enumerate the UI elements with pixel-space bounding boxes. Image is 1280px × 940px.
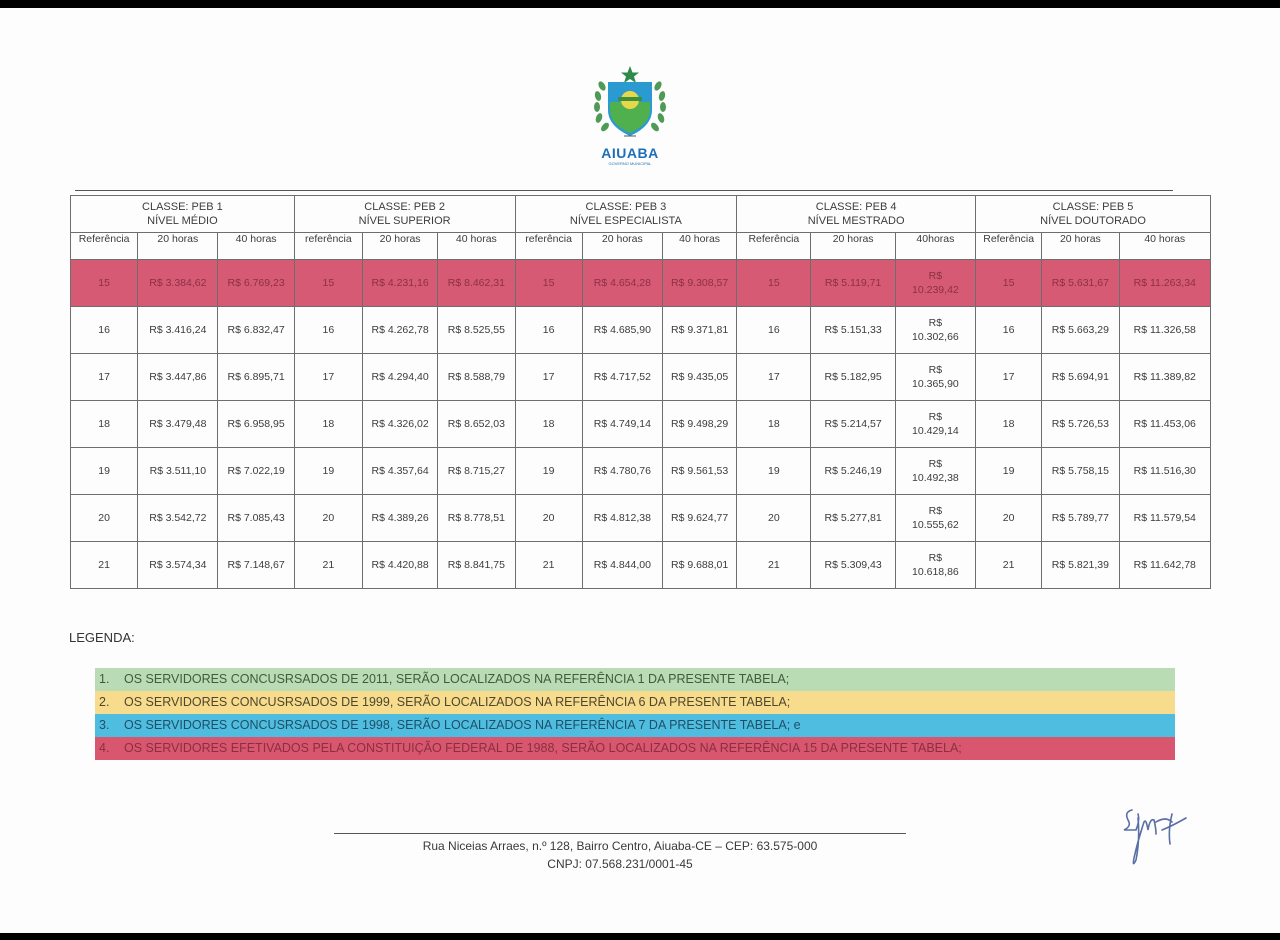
peb3-40h-cell: R$ 9.435,05 — [662, 354, 736, 401]
handwritten-signature — [1110, 800, 1200, 870]
peb3-40h-cell: R$ 9.561,53 — [662, 448, 736, 495]
peb4-20h-cell: R$ 5.182,95 — [811, 354, 895, 401]
reference-cell: 15 — [976, 260, 1042, 307]
peb1-40h-cell: R$ 7.148,67 — [218, 542, 294, 589]
peb3-40h-cell: R$ 9.371,81 — [662, 307, 736, 354]
table-row — [71, 401, 1211, 448]
peb2-20h-cell: R$ 4.326,02 — [362, 401, 437, 448]
peb4-40h-cell: R$ 10.618,86 — [895, 542, 975, 589]
peb2-20h-cell: R$ 4.357,64 — [362, 448, 437, 495]
reference-cell: 20 — [294, 495, 362, 542]
peb4-20h-cell: R$ 5.214,57 — [811, 401, 895, 448]
legend-item-1999: 2. OS SERVIDORES CONCUSRSADOS DE 1999, SERÃO LOCALIZADOS NA REFERÊNCIA 6 DA PRESENTE TABELA; — [95, 691, 1175, 714]
peb5-20h-cell: R$ 5.821,39 — [1042, 542, 1119, 589]
peb1-20h-cell: R$ 3.511,10 — [138, 448, 218, 495]
municipal-logo — [588, 64, 672, 168]
reference-cell: 18 — [71, 401, 138, 448]
col-header-20h: 20 horas — [1042, 233, 1119, 260]
reference-cell: 19 — [737, 448, 811, 495]
col-header-40h: 40 horas — [438, 233, 515, 260]
peb2-20h-cell: R$ 4.420,88 — [362, 542, 437, 589]
scan-bottom-border — [0, 933, 1280, 940]
peb2-20h-cell: R$ 4.231,16 — [362, 260, 437, 307]
reference-cell: 20 — [737, 495, 811, 542]
table-row — [71, 542, 1211, 589]
table-row — [71, 307, 1211, 354]
class-header-peb5: CLASSE: PEB 5 NÍVEL DOUTORADO — [976, 196, 1211, 233]
peb2-40h-cell: R$ 8.588,79 — [438, 354, 515, 401]
peb4-20h-cell: R$ 5.277,81 — [811, 495, 895, 542]
column-header-row — [71, 233, 1211, 260]
peb5-20h-cell: R$ 5.726,53 — [1042, 401, 1119, 448]
peb3-20h-cell: R$ 4.654,28 — [582, 260, 662, 307]
col-header-20h: 20 horas — [362, 233, 437, 260]
peb5-20h-cell: R$ 5.789,77 — [1042, 495, 1119, 542]
legend-item-1998: 3. OS SERVIDORES CONCUSRSADOS DE 1998, SERÃO LOCALIZADOS NA REFERÊNCIA 7 DA PRESENTE TABELA; e — [95, 714, 1175, 737]
peb5-20h-cell: R$ 5.758,15 — [1042, 448, 1119, 495]
reference-cell: 15 — [294, 260, 362, 307]
peb1-40h-cell: R$ 7.022,19 — [218, 448, 294, 495]
peb3-40h-cell: R$ 9.688,01 — [662, 542, 736, 589]
peb3-20h-cell: R$ 4.780,76 — [582, 448, 662, 495]
peb5-40h-cell: R$ 11.453,06 — [1119, 401, 1210, 448]
peb4-40h-cell: R$ 10.492,38 — [895, 448, 975, 495]
peb3-40h-cell: R$ 9.498,29 — [662, 401, 736, 448]
reference-cell: 18 — [294, 401, 362, 448]
col-header-20h: 20 horas — [582, 233, 662, 260]
peb4-40h-cell: R$ 10.302,66 — [895, 307, 975, 354]
col-header-reference: referência — [515, 233, 582, 260]
peb2-20h-cell: R$ 4.294,40 — [362, 354, 437, 401]
peb4-40h-cell: R$ 10.365,90 — [895, 354, 975, 401]
peb1-20h-cell: R$ 3.447,86 — [138, 354, 218, 401]
reference-cell: 15 — [71, 260, 138, 307]
legend-item-1988: 4. OS SERVIDORES EFETIVADOS PELA CONSTITUIÇÃO FEDERAL DE 1988, SERÃO LOCALIZADOS NA REFERÊNCIA 15 DA PRESENTE TABELA; — [95, 737, 1175, 760]
logo-subtitle: GOVERNO MUNICIPAL — [608, 161, 652, 166]
table-row — [71, 448, 1211, 495]
peb2-40h-cell: R$ 8.462,31 — [438, 260, 515, 307]
col-header-reference: Referência — [976, 233, 1042, 260]
reference-cell: 16 — [294, 307, 362, 354]
reference-cell: 16 — [737, 307, 811, 354]
reference-cell: 17 — [976, 354, 1042, 401]
peb3-40h-cell: R$ 9.308,57 — [662, 260, 736, 307]
reference-cell: 19 — [71, 448, 138, 495]
peb1-20h-cell: R$ 3.542,72 — [138, 495, 218, 542]
reference-cell: 16 — [515, 307, 582, 354]
peb4-20h-cell: R$ 5.246,19 — [811, 448, 895, 495]
signature-icon — [1110, 800, 1200, 870]
table-row — [71, 354, 1211, 401]
reference-cell: 15 — [737, 260, 811, 307]
class-header-peb2: CLASSE: PEB 2 NÍVEL SUPERIOR — [294, 196, 515, 233]
peb4-20h-cell: R$ 5.151,33 — [811, 307, 895, 354]
reference-cell: 20 — [71, 495, 138, 542]
peb1-40h-cell: R$ 6.958,95 — [218, 401, 294, 448]
peb1-40h-cell: R$ 6.769,23 — [218, 260, 294, 307]
reference-cell: 16 — [71, 307, 138, 354]
reference-cell: 21 — [515, 542, 582, 589]
peb5-40h-cell: R$ 11.326,58 — [1119, 307, 1210, 354]
footer-cnpj: CNPJ: 07.568.231/0001-45 — [547, 857, 693, 871]
reference-cell: 16 — [976, 307, 1042, 354]
coat-of-arms-icon — [588, 64, 672, 144]
col-header-40h: 40horas — [895, 233, 975, 260]
header-divider — [75, 190, 1173, 191]
col-header-reference: referência — [294, 233, 362, 260]
legend-list — [95, 668, 1175, 760]
table-row — [71, 260, 1211, 307]
peb5-20h-cell: R$ 5.694,91 — [1042, 354, 1119, 401]
peb4-20h-cell: R$ 5.309,43 — [811, 542, 895, 589]
peb5-40h-cell: R$ 11.263,34 — [1119, 260, 1210, 307]
footer-divider — [334, 833, 906, 834]
reference-cell: 18 — [515, 401, 582, 448]
peb2-20h-cell: R$ 4.389,26 — [362, 495, 437, 542]
reference-cell: 21 — [976, 542, 1042, 589]
reference-cell: 21 — [737, 542, 811, 589]
peb3-20h-cell: R$ 4.749,14 — [582, 401, 662, 448]
peb5-40h-cell: R$ 11.389,82 — [1119, 354, 1210, 401]
class-header-row — [71, 196, 1211, 233]
peb3-20h-cell: R$ 4.685,90 — [582, 307, 662, 354]
table-row — [71, 495, 1211, 542]
peb5-40h-cell: R$ 11.579,54 — [1119, 495, 1210, 542]
peb1-20h-cell: R$ 3.479,48 — [138, 401, 218, 448]
peb5-40h-cell: R$ 11.516,30 — [1119, 448, 1210, 495]
peb2-40h-cell: R$ 8.525,55 — [438, 307, 515, 354]
peb2-40h-cell: R$ 8.841,75 — [438, 542, 515, 589]
peb2-20h-cell: R$ 4.262,78 — [362, 307, 437, 354]
reference-cell: 17 — [515, 354, 582, 401]
reference-cell: 19 — [976, 448, 1042, 495]
col-header-reference: Referência — [71, 233, 138, 260]
peb1-20h-cell: R$ 3.416,24 — [138, 307, 218, 354]
class-header-peb3: CLASSE: PEB 3 NÍVEL ESPECIALISTA — [515, 196, 737, 233]
reference-cell: 19 — [515, 448, 582, 495]
reference-cell: 21 — [294, 542, 362, 589]
legend-item-2011: 1. OS SERVIDORES CONCUSRSADOS DE 2011, SERÃO LOCALIZADOS NA REFERÊNCIA 1 DA PRESENTE TABELA; — [95, 668, 1175, 691]
peb1-20h-cell: R$ 3.574,34 — [138, 542, 218, 589]
col-header-reference: Referência — [737, 233, 811, 260]
col-header-20h: 20 horas — [811, 233, 895, 260]
reference-cell: 19 — [294, 448, 362, 495]
footer-address: Rua Niceias Arraes, n.º 128, Bairro Centro, Aiuaba-CE – CEP: 63.575-000 — [422, 839, 818, 853]
peb4-40h-cell: R$ 10.429,14 — [895, 401, 975, 448]
peb3-40h-cell: R$ 9.624,77 — [662, 495, 736, 542]
peb5-20h-cell: R$ 5.663,29 — [1042, 307, 1119, 354]
legend-title: LEGENDA: — [69, 630, 135, 645]
salary-table — [70, 195, 1211, 589]
peb3-20h-cell: R$ 4.717,52 — [582, 354, 662, 401]
logo-wordmark: AIUABA — [601, 145, 659, 161]
reference-cell: 15 — [515, 260, 582, 307]
reference-cell: 17 — [71, 354, 138, 401]
peb3-20h-cell: R$ 4.844,00 — [582, 542, 662, 589]
peb4-40h-cell: R$ 10.555,62 — [895, 495, 975, 542]
peb3-20h-cell: R$ 4.812,38 — [582, 495, 662, 542]
reference-cell: 21 — [71, 542, 138, 589]
class-header-peb4: CLASSE: PEB 4 NÍVEL MESTRADO — [737, 196, 976, 233]
reference-cell: 20 — [515, 495, 582, 542]
peb1-40h-cell: R$ 6.832,47 — [218, 307, 294, 354]
peb5-20h-cell: R$ 5.631,67 — [1042, 260, 1119, 307]
peb4-40h-cell: R$ 10.239,42 — [895, 260, 975, 307]
scan-top-border — [0, 0, 1280, 8]
peb1-40h-cell: R$ 6.895,71 — [218, 354, 294, 401]
reference-cell: 17 — [294, 354, 362, 401]
col-header-40h: 40 horas — [662, 233, 736, 260]
peb1-40h-cell: R$ 7.085,43 — [218, 495, 294, 542]
peb5-40h-cell: R$ 11.642,78 — [1119, 542, 1210, 589]
peb2-40h-cell: R$ 8.778,51 — [438, 495, 515, 542]
reference-cell: 18 — [737, 401, 811, 448]
col-header-40h: 40 horas — [218, 233, 294, 260]
peb2-40h-cell: R$ 8.652,03 — [438, 401, 515, 448]
reference-cell: 17 — [737, 354, 811, 401]
peb4-20h-cell: R$ 5.119,71 — [811, 260, 895, 307]
reference-cell: 20 — [976, 495, 1042, 542]
col-header-20h: 20 horas — [138, 233, 218, 260]
peb1-20h-cell: R$ 3.384,62 — [138, 260, 218, 307]
class-header-peb1: CLASSE: PEB 1 NÍVEL MÉDIO — [71, 196, 295, 233]
col-header-40h: 40 horas — [1119, 233, 1210, 260]
reference-cell: 18 — [976, 401, 1042, 448]
peb2-40h-cell: R$ 8.715,27 — [438, 448, 515, 495]
